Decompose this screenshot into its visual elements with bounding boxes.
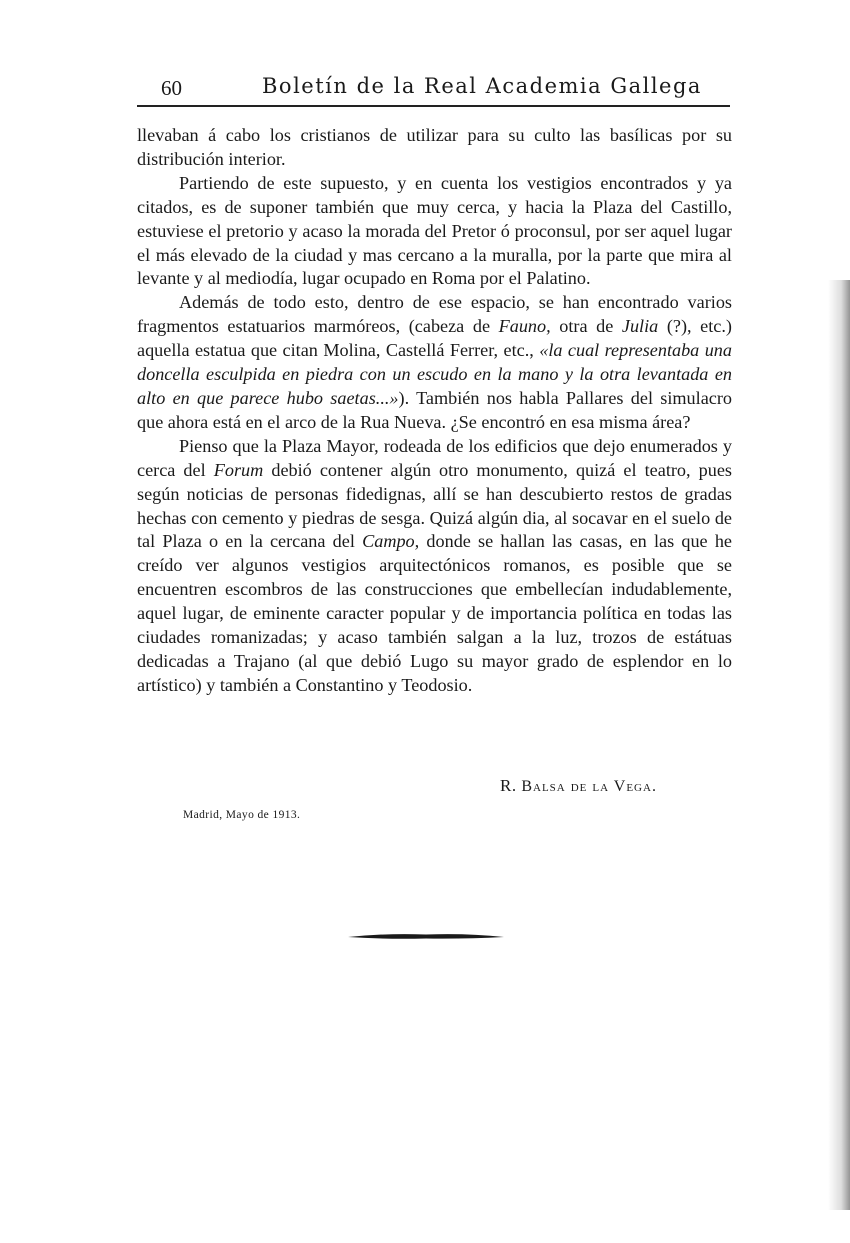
header-rule (137, 105, 730, 107)
page-edge-shadow (828, 280, 850, 1210)
paragraph-4-text-c: debió contener algún otro monumento, quizá el teatro, pues según noticias de personas fidedignas, allí se han descubierto restos de gradas hechas con cemento y piedras de sesga. Quizá algún dia, al socavar en el suelo de tal Plaza o en la cercana del (137, 459, 732, 552)
article-body (137, 124, 732, 698)
paragraph-1: llevaban á cabo los cristianos de utilizar para su culto las basílicas por su distribución interior. (137, 125, 732, 169)
italic-fauno: Fauno, (498, 316, 551, 337)
italic-quotation: «la cual representaba una doncella esculpida en piedra con un escudo en la mano y la otra levantada en alto en que parece hubo saetas...» (137, 340, 732, 408)
paragraph-3-text-c: otra de (550, 316, 622, 337)
author-signature (500, 776, 657, 796)
journal-title: Boletín de la Real Academia Gallega (262, 74, 702, 98)
paragraph-3-text-g: ). También nos habla Pallares del simulacro que ahora está en el arco de la Rua Nueva. ¿Se encontró en esa misma área? (137, 387, 733, 432)
paragraph-4-text-a: Pienso que la Plaza Mayor, rodeada de los edificios que dejo enumerados y cerca del (137, 435, 732, 480)
paragraph-3-text-a: Además de todo esto, dentro de ese espacio, se han encontrado varios fragmentos estatuarios marmóreos, (cabeza de (137, 292, 732, 337)
author-initial: R. (500, 776, 517, 795)
dateline: Madrid, Mayo de 1913. (183, 809, 301, 821)
paragraph-3 (137, 291, 732, 434)
italic-forum: Forum (213, 459, 264, 480)
author-name: Balsa de la Vega. (521, 778, 657, 795)
tail-ornament-rule (346, 930, 506, 944)
paragraph-4 (137, 435, 732, 698)
running-header (137, 70, 730, 106)
paragraph-2: Partiendo de este supuesto, y en cuenta los vestigios encontrados y ya citados, es de suponer también que muy cerca, y hacia la Plaza del Castillo, estuviese el pretorio y acaso la morada del Pretor ó proconsul, por ser aquel lugar el más elevado de la ciudad y mas cercano a la muralla, por la parte que mira al levante y al mediodía, lugar ocupado en Roma por el Palatino. (137, 172, 732, 289)
paragraph-4-text-e: donde se hallan las casas, en las que he creído ver algunos vestigios arquitectónicos romanos, es posible que se encuentren escombros de las construcciones que embellecían indudablemente, aquel lugar, de eminente caracter popular y de importancia política en todas las ciudades romanizadas; y acaso también salgan a la luz, trozos de estátuas dedicadas a Trajano (al que debió Lugo su mayor grado de esplendor en lo artístico) y también a Constantino y Teodosio. (137, 531, 732, 695)
page-number: 60 (161, 76, 182, 100)
paragraph-3-text-e: (?), etc.) aquella estatua que citan Molina, Castellá Ferrer, etc., (137, 316, 732, 361)
italic-julia: Julia (621, 316, 659, 337)
italic-campo: Campo, (362, 531, 420, 552)
